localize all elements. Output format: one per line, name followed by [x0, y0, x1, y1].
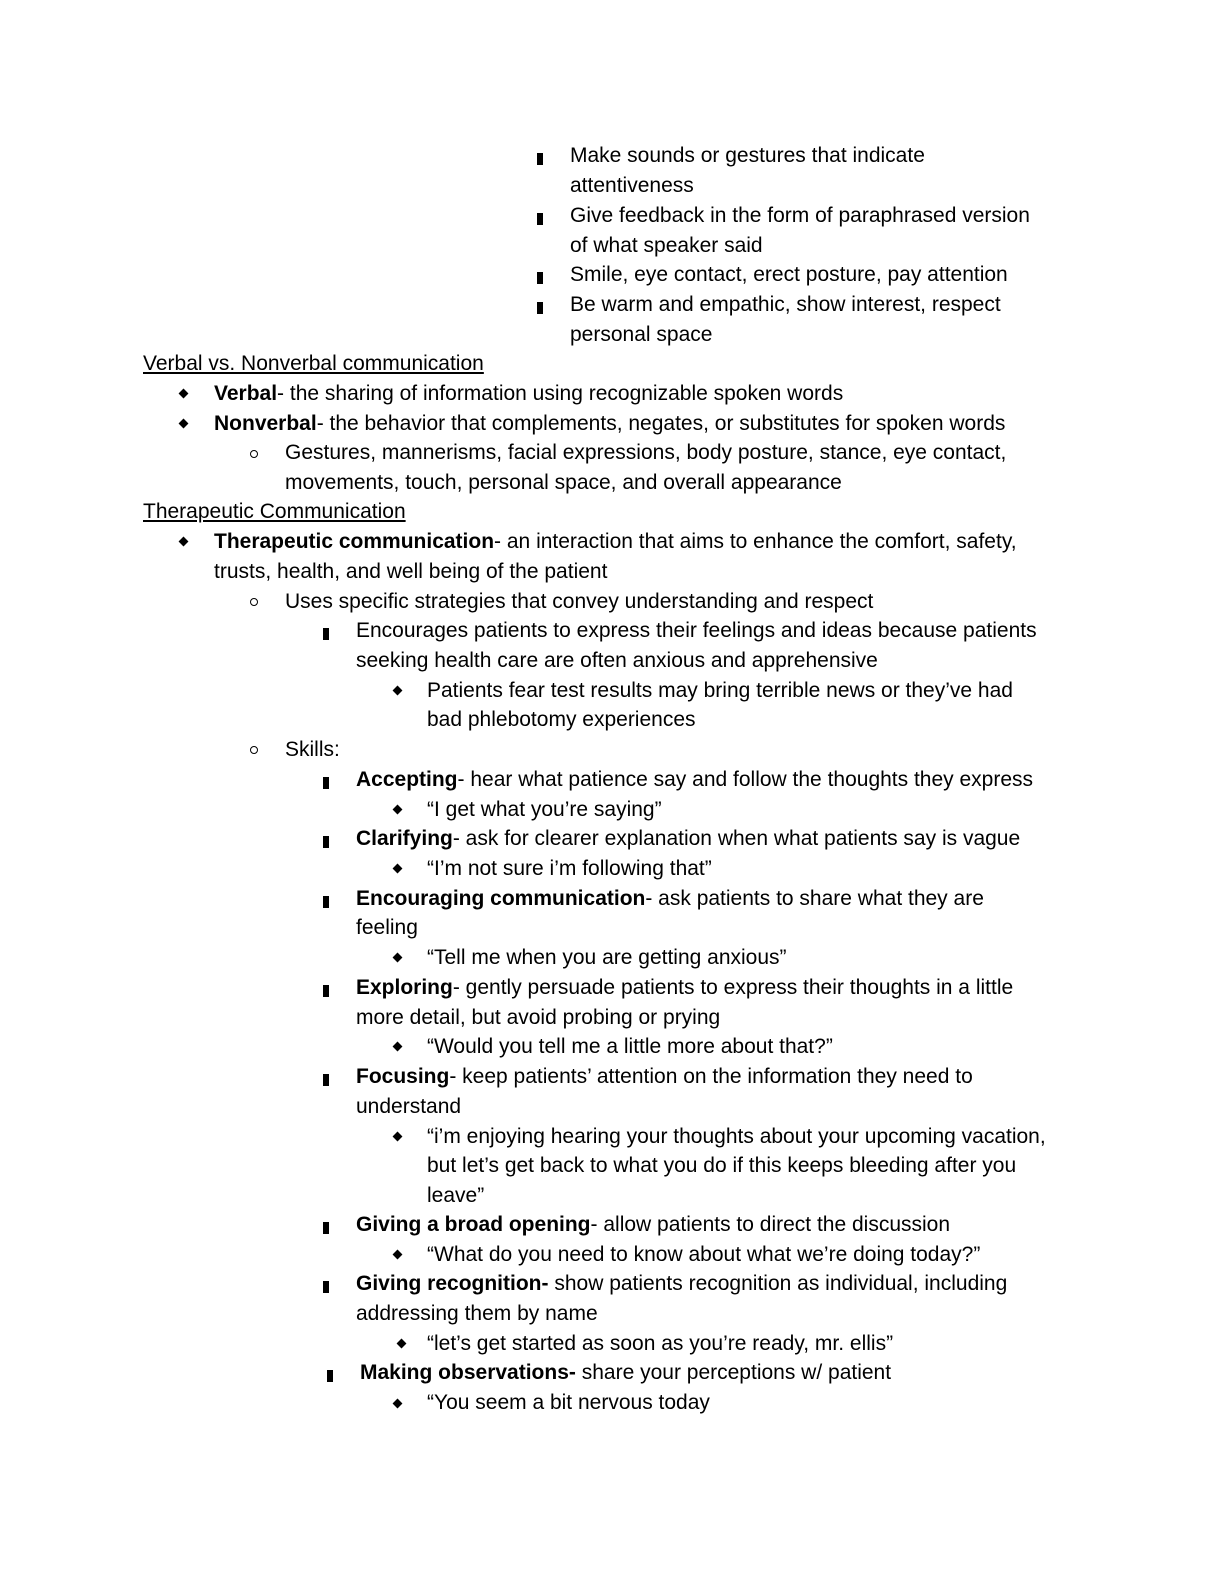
list-item-continued: seeking health care are often anxious and apprehensive — [356, 649, 878, 672]
skill-item-continued: addressing them by name — [356, 1302, 598, 1325]
list-item: Gestures, mannerisms, facial expressions, body posture, stance, eye contact, — [285, 441, 1007, 464]
bullet-square-icon — [323, 628, 329, 640]
bullet-square-icon — [323, 1281, 329, 1293]
bullet-diamond-icon — [393, 864, 403, 874]
bullet-diamond-icon — [393, 686, 403, 696]
bullet-square-icon — [323, 777, 329, 789]
skill-item — [356, 1210, 950, 1240]
list-item: Make sounds or gestures that indicate — [570, 144, 925, 167]
skill-item-continued: feeling — [356, 916, 418, 939]
definition: - the sharing of information using recognizable spoken words — [277, 382, 844, 405]
skill-example-continued: leave” — [427, 1184, 485, 1207]
skill-example-continued: but let’s get back to what you do if this keeps bleeding after you — [427, 1154, 1017, 1177]
bullet-square-icon — [537, 213, 543, 225]
bullet-diamond-icon — [393, 953, 403, 963]
skill-def: - gently persuade patients to express their thoughts in a little — [452, 976, 1014, 999]
list-item-continued: bad phlebotomy experiences — [427, 708, 696, 731]
list-item-continued: of what speaker said — [570, 234, 763, 257]
bullet-square-icon — [537, 302, 543, 314]
skill-example: “let’s get started as soon as you’re ready, mr. ellis” — [427, 1332, 894, 1355]
list-item-continued: movements, touch, personal space, and overall appearance — [285, 471, 842, 494]
skill-def: show patients recognition as individual, including — [548, 1272, 1008, 1295]
definition: - an interaction that aims to enhance the comfort, safety, — [494, 530, 1017, 553]
bullet-diamond-icon — [393, 1042, 403, 1052]
list-item-nonverbal — [214, 409, 1005, 439]
section-heading-therapeutic: Therapeutic Communication — [143, 500, 406, 523]
skill-item — [356, 765, 1033, 795]
term: Therapeutic communication — [214, 530, 495, 553]
bullet-square-icon — [323, 1222, 329, 1234]
skill-item — [360, 1358, 891, 1388]
bullet-square-icon — [537, 272, 543, 284]
list-item-continued: trusts, health, and well being of the patient — [214, 560, 608, 583]
skill-item — [356, 824, 1020, 854]
skill-def: - allow patients to direct the discussion — [590, 1213, 951, 1236]
skill-def: - keep patients’ attention on the information they need to — [449, 1065, 973, 1088]
bullet-diamond-icon — [393, 805, 403, 815]
term: Verbal — [214, 382, 278, 405]
list-item: Be warm and empathic, show interest, respect — [570, 293, 1001, 316]
skill-item-continued: understand — [356, 1095, 462, 1118]
bullet-circle-icon — [250, 450, 258, 458]
skill-term: Giving recognition- — [356, 1272, 549, 1295]
skill-item — [356, 973, 1013, 1003]
bullet-square-icon — [323, 985, 329, 997]
bullet-diamond-icon — [397, 1339, 407, 1349]
bullet-square-icon — [323, 896, 329, 908]
term: Nonverbal — [214, 412, 317, 435]
list-item-continued: personal space — [570, 323, 713, 346]
skill-term: Making observations- — [360, 1361, 576, 1384]
skill-def: - ask patients to share what they are — [645, 887, 984, 910]
skill-def: share your perceptions w/ patient — [575, 1361, 892, 1384]
list-item: Patients fear test results may bring terrible news or they’ve had — [427, 679, 1013, 702]
bullet-square-icon — [323, 836, 329, 848]
skill-def: - ask for clearer explanation when what patients say is vague — [452, 827, 1021, 850]
list-item: Give feedback in the form of paraphrased version — [570, 204, 1030, 227]
bullet-diamond-icon — [393, 1250, 403, 1260]
skill-term: Focusing — [356, 1065, 450, 1088]
skill-def: - hear what patience say and follow the thoughts they express — [457, 768, 1034, 791]
skill-item — [356, 1269, 1007, 1299]
skill-term: Exploring — [356, 976, 453, 999]
skill-example: “i’m enjoying hearing your thoughts about your upcoming vacation, — [427, 1125, 1046, 1148]
skill-item — [356, 1062, 973, 1092]
list-item-therapeutic — [214, 527, 1017, 557]
section-heading-verbal: Verbal vs. Nonverbal communication — [143, 352, 484, 375]
skill-example: “I get what you’re saying” — [427, 798, 662, 821]
bullet-diamond-icon — [393, 1132, 403, 1142]
bullet-diamond-icon — [179, 389, 189, 399]
definition: - the behavior that complements, negates, or substitutes for spoken words — [316, 412, 1006, 435]
skills-label: Skills: — [285, 738, 340, 761]
skill-example: “You seem a bit nervous today — [427, 1391, 710, 1414]
skill-term: Clarifying — [356, 827, 453, 850]
bullet-square-icon — [537, 153, 543, 165]
list-item-verbal — [214, 379, 843, 409]
skill-term: Accepting — [356, 768, 458, 791]
skill-term: Encouraging communication — [356, 887, 646, 910]
skill-example: “I’m not sure i’m following that” — [427, 857, 712, 880]
skill-example: “Tell me when you are getting anxious” — [427, 946, 787, 969]
skill-term: Giving a broad opening — [356, 1213, 591, 1236]
bullet-square-icon — [327, 1370, 333, 1382]
bullet-circle-icon — [250, 746, 258, 754]
skill-item — [356, 884, 984, 914]
list-item: Encourages patients to express their feelings and ideas because patients — [356, 619, 1037, 642]
list-item-continued: attentiveness — [570, 174, 694, 197]
list-item: Uses specific strategies that convey understanding and respect — [285, 590, 874, 613]
skill-item-continued: more detail, but avoid probing or prying — [356, 1006, 721, 1029]
skill-example: “What do you need to know about what we’re doing today?” — [427, 1243, 981, 1266]
bullet-square-icon — [323, 1074, 329, 1086]
skill-example: “Would you tell me a little more about that?” — [427, 1035, 833, 1058]
bullet-diamond-icon — [179, 537, 189, 547]
bullet-diamond-icon — [179, 419, 189, 429]
list-item: Smile, eye contact, erect posture, pay attention — [570, 263, 1008, 286]
bullet-circle-icon — [250, 598, 258, 606]
bullet-diamond-icon — [393, 1399, 403, 1409]
